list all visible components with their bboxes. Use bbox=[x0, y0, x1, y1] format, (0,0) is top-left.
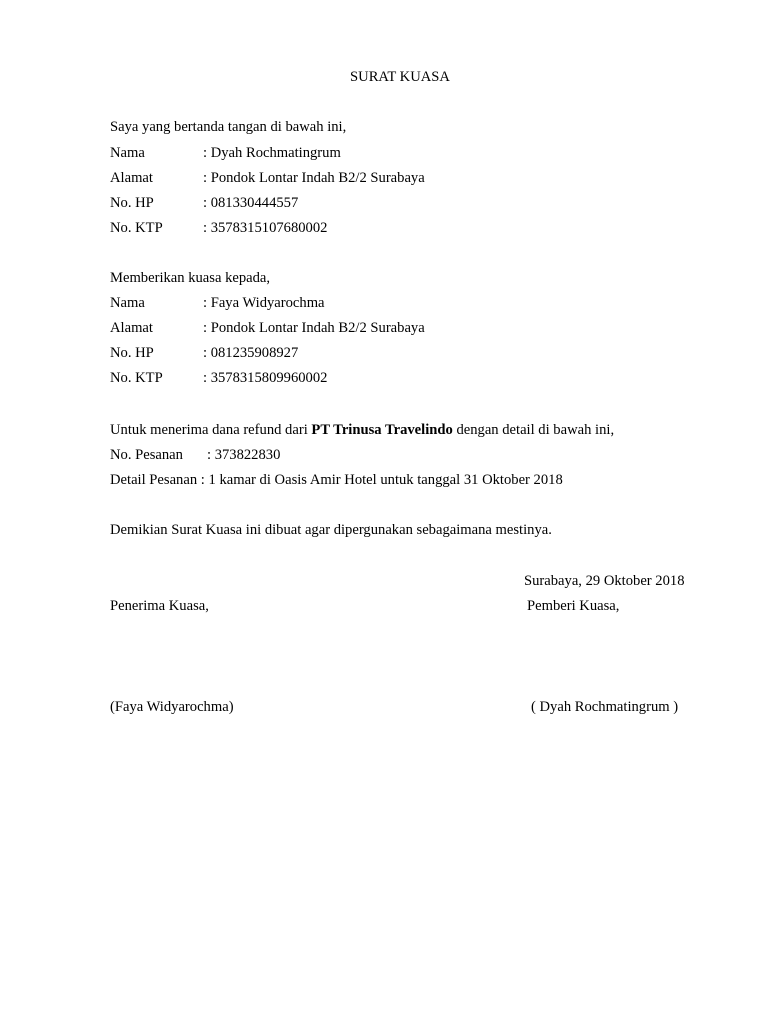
grantor-phone-value: : 081330444557 bbox=[203, 195, 299, 211]
grantee-row bbox=[110, 319, 425, 337]
grantor-row bbox=[110, 169, 425, 187]
order-number-label: No. Pesanan bbox=[110, 447, 183, 463]
grantee-address-value: : Pondok Lontar Indah B2/2 Surabaya bbox=[203, 320, 425, 336]
order-detail-label: Detail Pesanan bbox=[110, 472, 198, 488]
grantee-ktp-label: No. KTP bbox=[110, 370, 163, 386]
company-name: PT Trinusa Travelindo bbox=[311, 422, 453, 438]
grantor-row bbox=[110, 219, 327, 237]
receiver-signature-name: (Faya Widyarochma) bbox=[110, 699, 234, 715]
grantor-row bbox=[110, 144, 341, 162]
grantor-ktp-value: : 3578315107680002 bbox=[203, 220, 328, 236]
grantor-intro: Saya yang bertanda tangan di bawah ini, bbox=[110, 119, 347, 135]
grantee-row bbox=[110, 294, 325, 312]
order-number-value: : 373822830 bbox=[207, 447, 281, 463]
grantor-address-label: Alamat bbox=[110, 170, 153, 186]
place-date: Surabaya, 29 Oktober 2018 bbox=[524, 573, 685, 589]
grantee-ktp-value: : 3578315809960002 bbox=[203, 370, 328, 386]
grantor-name-label: Nama bbox=[110, 145, 145, 161]
grantor-ktp-label: No. KTP bbox=[110, 220, 163, 236]
grantor-name-value: : Dyah Rochmatingrum bbox=[203, 145, 341, 161]
giver-label: Pemberi Kuasa, bbox=[527, 598, 620, 614]
grantor-phone-label: No. HP bbox=[110, 195, 154, 211]
grantee-row bbox=[110, 369, 327, 387]
document-title: SURAT KUASA bbox=[350, 69, 450, 85]
grantee-phone-value: : 081235908927 bbox=[203, 345, 299, 361]
grantee-name-value: : Faya Widyarochma bbox=[203, 295, 325, 311]
grantee-phone-label: No. HP bbox=[110, 345, 154, 361]
order-detail-row bbox=[110, 471, 563, 489]
purpose-before: Untuk menerima dana refund dari bbox=[110, 422, 312, 438]
grantor-address-value: : Pondok Lontar Indah B2/2 Surabaya bbox=[203, 170, 425, 186]
purpose-after: dengan detail di bawah ini, bbox=[452, 422, 615, 438]
grantee-name-label: Nama bbox=[110, 295, 145, 311]
grantee-address-label: Alamat bbox=[110, 320, 153, 336]
grantee-intro: Memberikan kuasa kepada, bbox=[110, 270, 271, 286]
order-detail-value: : 1 kamar di Oasis Amir Hotel untuk tanggal 31 Oktober 2018 bbox=[200, 472, 563, 488]
order-number-row bbox=[110, 446, 280, 464]
closing-statement: Demikian Surat Kuasa ini dibuat agar dipergunakan sebagaimana mestinya. bbox=[110, 522, 552, 538]
purpose-paragraph bbox=[110, 421, 614, 439]
giver-signature-name: ( Dyah Rochmatingrum ) bbox=[531, 699, 679, 715]
receiver-label: Penerima Kuasa, bbox=[110, 598, 209, 614]
grantee-row bbox=[110, 344, 298, 362]
grantor-row bbox=[110, 194, 298, 212]
